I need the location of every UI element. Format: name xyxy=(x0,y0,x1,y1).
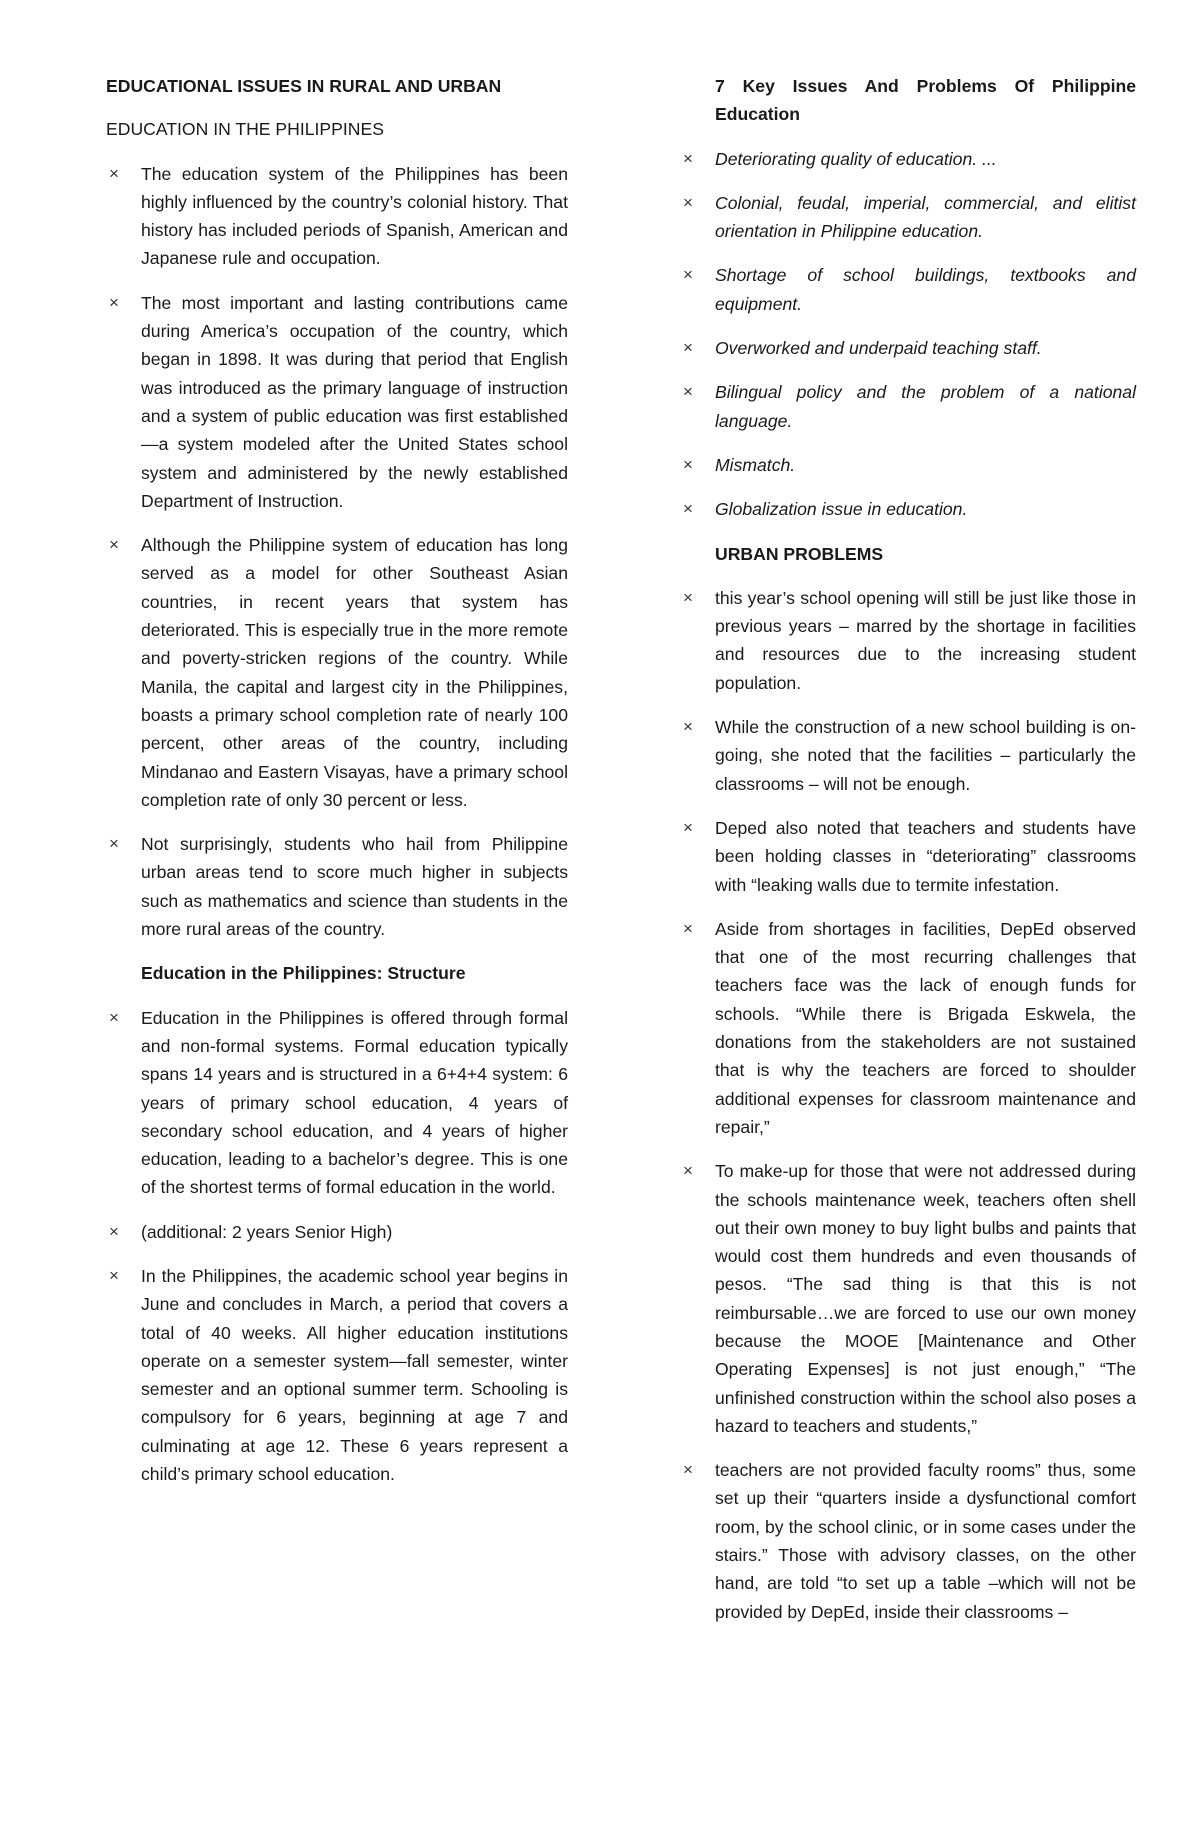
x-bullet-icon: × xyxy=(683,148,693,168)
list-item: × The most important and lasting contributions came during America’s occupation of the country, which began in 1898. It was during that period that English was introduced as the primary language of instruction and a system of public education was first established—a system modeled after the United States school system and administered by the newly established Department of Instruction. xyxy=(106,289,568,515)
list-item: × Shortage of school buildings, textbooks and equipment. xyxy=(680,261,1136,318)
list-item: × Aside from shortages in facilities, DepEd observed that one of the most recurring challenges that teachers face was the lack of enough funds for schools. “While there is Brigada Eskwela, the donations from the stakeholders are not sustained that is why the teachers are forced to shoulder additional expenses for classroom maintenance and repair,” xyxy=(680,915,1136,1141)
list-item: × Education in the Philippines is offered through formal and non-formal systems. Formal education typically spans 14 years and is structured in a 6+4+4 system: 6 years of primary school education, 4 years of secondary school education, and 4 years of higher education, leading to a bachelor’s degree. This is one of the shortest terms of formal education in the world. xyxy=(106,1004,568,1202)
list-item: × Globalization issue in education. xyxy=(680,495,1136,523)
x-bullet-icon: × xyxy=(683,918,693,938)
document-subtitle: EDUCATION IN THE PHILIPPINES xyxy=(106,119,384,140)
x-bullet-icon: × xyxy=(109,163,119,183)
list-item: × Bilingual policy and the problem of a national language. xyxy=(680,378,1136,435)
key-issues-heading: 7 Key Issues And Problems Of Philippine Education xyxy=(715,76,1136,125)
structure-heading: Education in the Philippines: Structure xyxy=(141,963,466,984)
list-item: × this year’s school opening will still be just like those in previous years – marred by the shortage in facilities and resources due to the increasing student population. xyxy=(680,584,1136,697)
x-bullet-icon: × xyxy=(683,265,693,285)
urban-problems-list xyxy=(680,584,1136,1626)
list-item: × teachers are not provided faculty rooms” thus, some set up their “quarters inside a dysfunctional comfort room, by the school clinic, or in some cases under the stairs.” Those with advisory classes, on the other hand, are told “to set up a table –which will not be provided by DepEd, inside their classrooms – xyxy=(680,1456,1136,1626)
intro-bullet-list xyxy=(106,160,568,944)
list-item: × Mismatch. xyxy=(680,451,1136,479)
x-bullet-icon: × xyxy=(109,1007,119,1027)
x-bullet-icon: × xyxy=(683,817,693,837)
list-item: × Overworked and underpaid teaching staff. xyxy=(680,334,1136,362)
list-item: × Deped also noted that teachers and students have been holding classes in “deteriorating” classrooms with “leaking walls due to termite infestation. xyxy=(680,814,1136,899)
x-bullet-icon: × xyxy=(109,1221,119,1241)
list-item: × Deteriorating quality of education. ... xyxy=(680,145,1136,173)
list-item: × The education system of the Philippines has been highly influenced by the country’s colonial history. That history has included periods of Spanish, American and Japanese rule and occupation. xyxy=(106,160,568,273)
x-bullet-icon: × xyxy=(683,1161,693,1181)
list-item: × Although the Philippine system of education has long served as a model for other Southeast Asian countries, in recent years that system has deteriorated. This is especially true in the more remote and poverty-stricken regions of the country. While Manila, the capital and largest city in the Philippines, boasts a primary school completion rate of nearly 100 percent, other areas of the country, including Mindanao and Eastern Visayas, have a primary school completion rate of only 30 percent or less. xyxy=(106,531,568,814)
x-bullet-icon: × xyxy=(683,587,693,607)
urban-problems-heading: URBAN PROBLEMS xyxy=(715,543,884,564)
x-bullet-icon: × xyxy=(109,1265,119,1285)
key-issues-list xyxy=(680,145,1136,524)
x-bullet-icon: × xyxy=(683,717,693,737)
list-item: × In the Philippines, the academic school year begins in June and concludes in March, a period that covers a total of 40 weeks. All higher education institutions operate on a semester system—fall semester, winter semester and an optional summer term. Schooling is compulsory for 6 years, beginning at age 7 and culminating at age 12. These 6 years represent a child’s primary school education. xyxy=(106,1262,568,1488)
list-item: × Not surprisingly, students who hail from Philippine urban areas tend to score much higher in subjects such as mathematics and science than students in the more rural areas of the country. xyxy=(106,830,568,943)
x-bullet-icon: × xyxy=(683,192,693,212)
x-bullet-icon: × xyxy=(683,454,693,474)
x-bullet-icon: × xyxy=(109,292,119,312)
document-title: EDUCATIONAL ISSUES IN RURAL AND URBAN xyxy=(106,76,502,96)
list-item: × Colonial, feudal, imperial, commercial, and elitist orientation in Philippine education. xyxy=(680,189,1136,246)
x-bullet-icon: × xyxy=(109,834,119,854)
x-bullet-icon: × xyxy=(109,535,119,555)
structure-bullet-list xyxy=(106,1004,568,1489)
list-item: × While the construction of a new school building is on-going, she noted that the facilities – particularly the classrooms – will not be enough. xyxy=(680,713,1136,798)
list-item: × To make-up for those that were not addressed during the schools maintenance week, teachers often shell out their own money to buy light bulbs and paints that would cost them hundreds and even thousands of pesos. “The sad thing is that this is not reimbursable…we are forced to use our own money because the MOOE [Maintenance and Other Operating Expenses] is not just enough,” “The unfinished construction within the school also poses a hazard to teachers and students,” xyxy=(680,1157,1136,1440)
x-bullet-icon: × xyxy=(683,338,693,358)
right-column xyxy=(680,72,1136,1642)
x-bullet-icon: × xyxy=(683,382,693,402)
left-column xyxy=(106,72,568,1504)
list-item: × (additional: 2 years Senior High) xyxy=(106,1218,568,1246)
x-bullet-icon: × xyxy=(683,1460,693,1480)
x-bullet-icon: × xyxy=(683,499,693,519)
